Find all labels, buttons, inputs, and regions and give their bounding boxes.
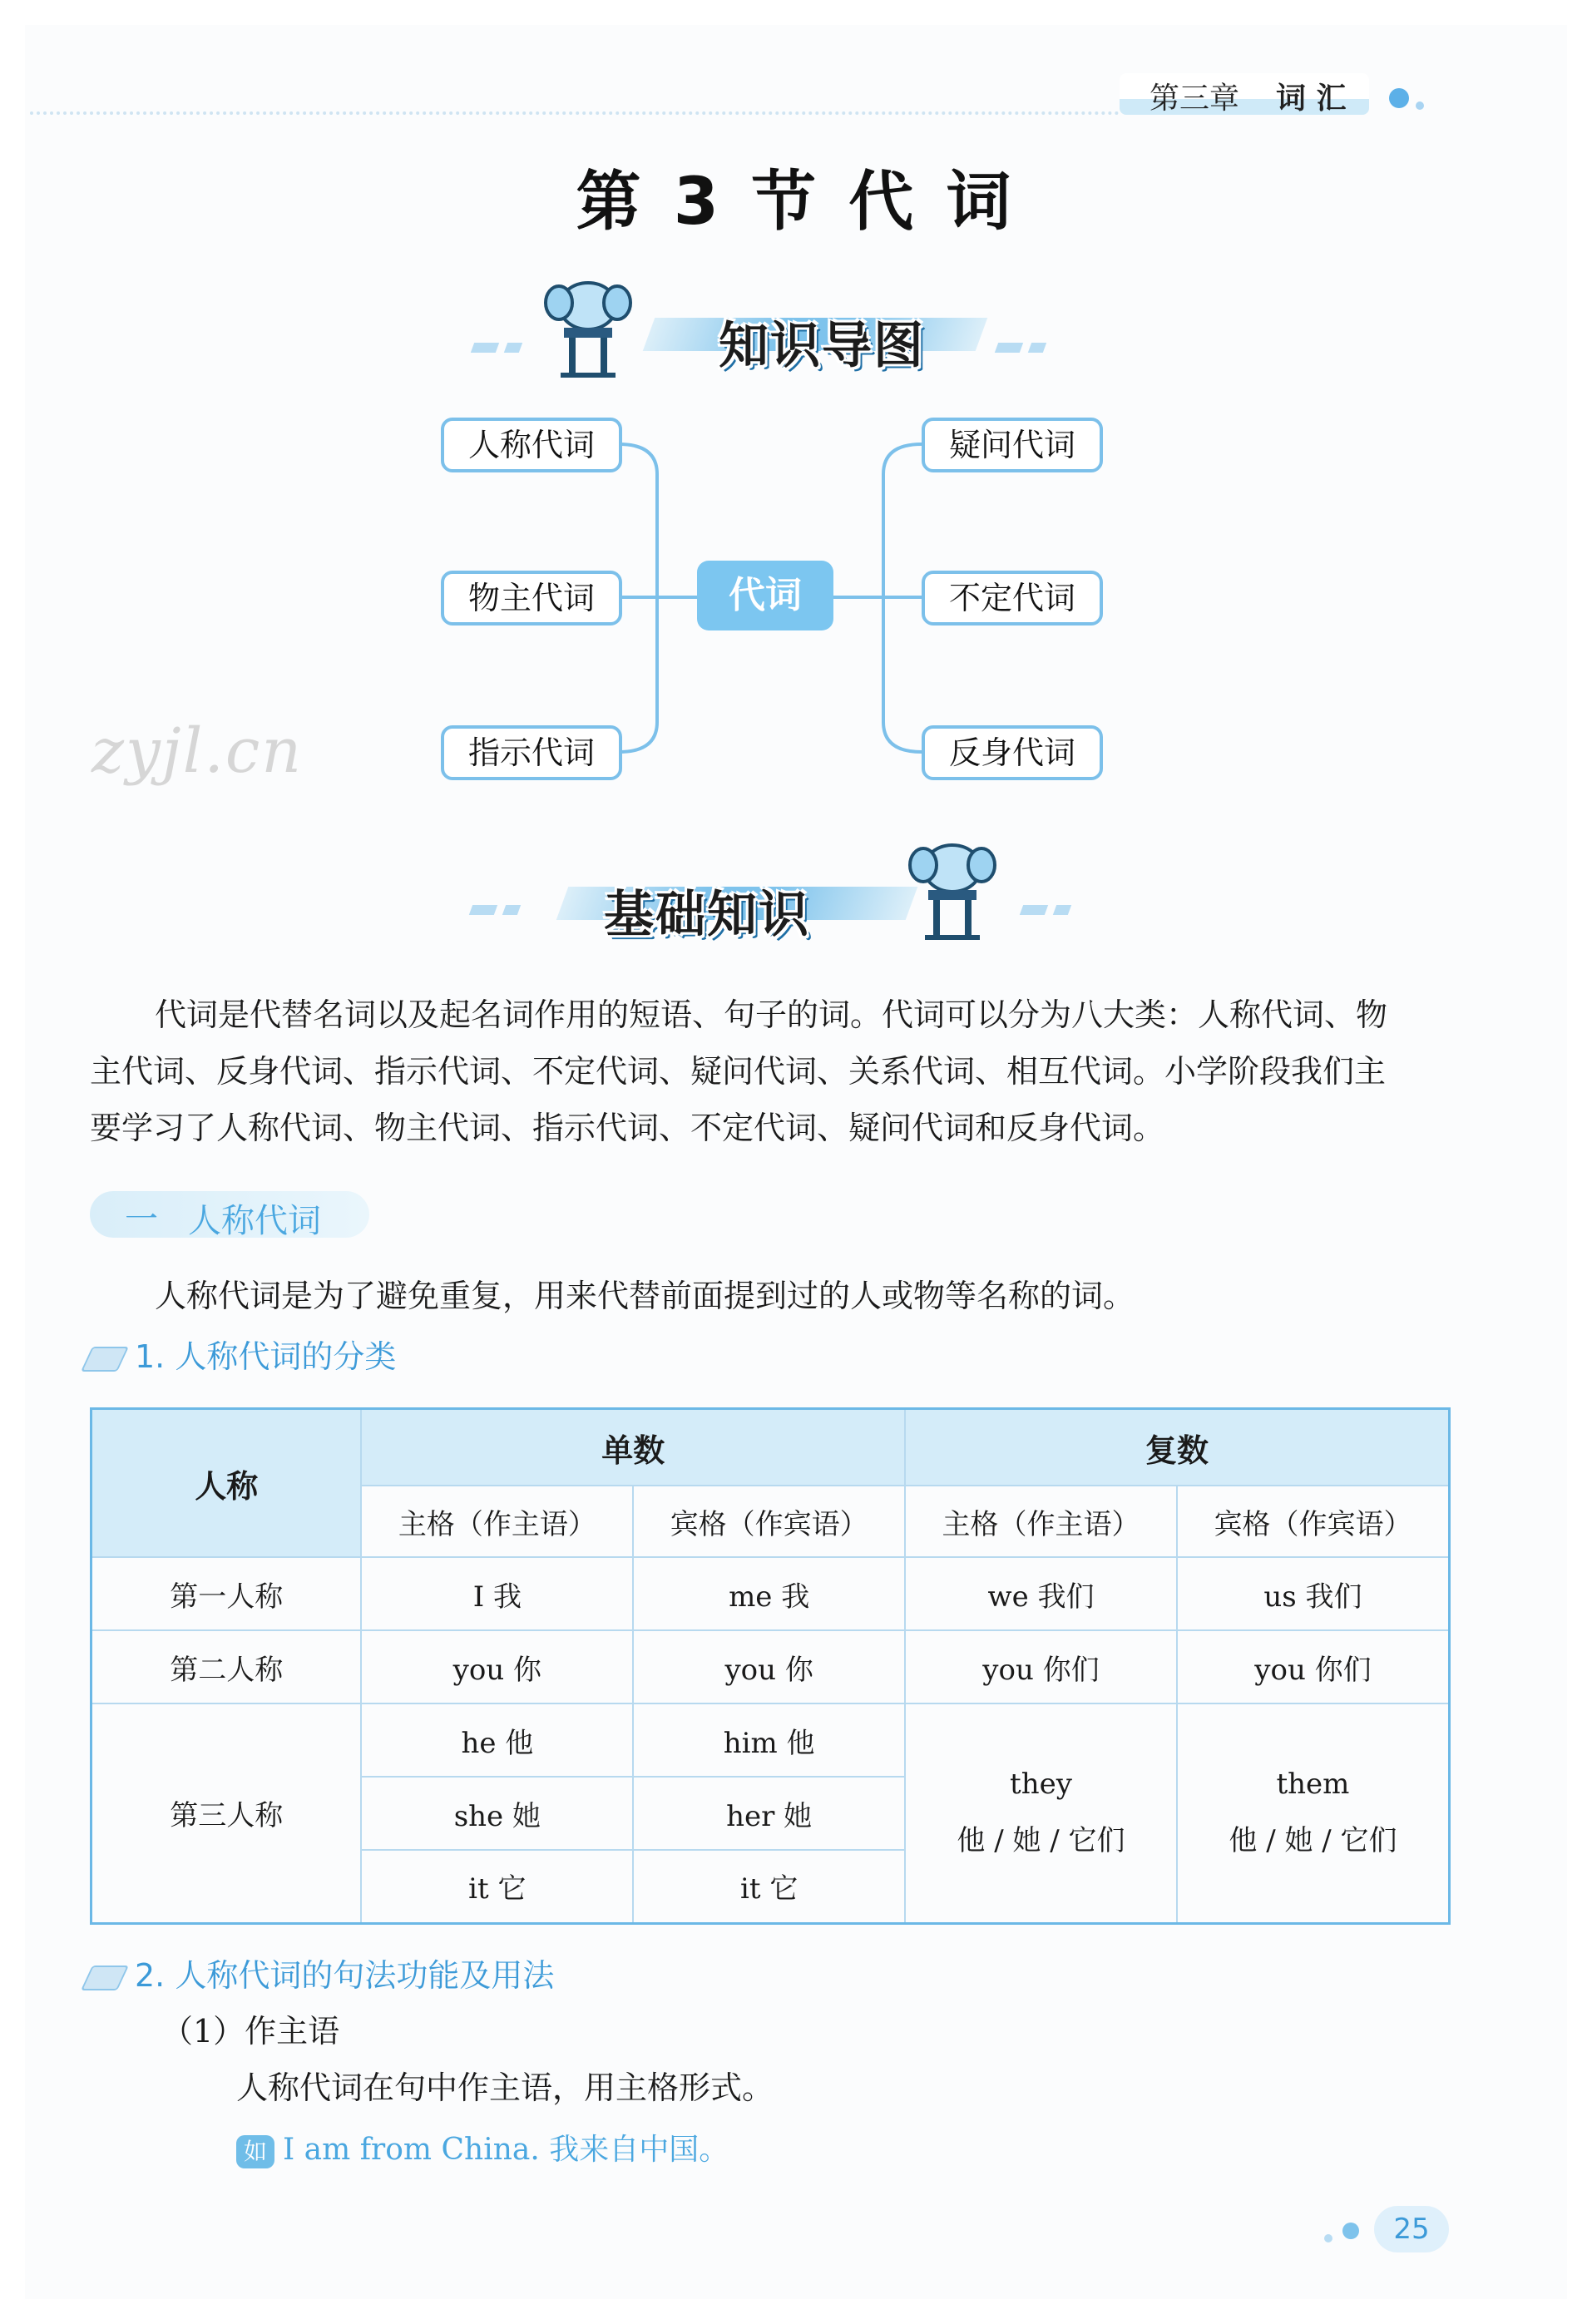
elephant-mascot-icon xyxy=(907,837,998,945)
mindmap-node-left-2: 物主代词 xyxy=(441,571,622,626)
mindmap-node-right-1: 疑问代词 xyxy=(922,418,1103,472)
table-header-subj: 主格（作主语） xyxy=(361,1486,633,1557)
book-icon xyxy=(81,1347,129,1372)
subheading-1 xyxy=(87,1331,396,1377)
intro-line: 代词是代替名词以及起名词作用的短语、句子的词。代词可以分为八大类：人称代词、物 xyxy=(155,996,1388,1033)
item-1-label: （1）作主语 xyxy=(161,2013,340,2050)
row-label: 第一人称 xyxy=(91,1557,362,1630)
mindmap-node-right-3: 反身代词 xyxy=(922,725,1103,780)
cell: I 我 xyxy=(361,1557,633,1630)
cell: it 它 xyxy=(633,1850,905,1923)
table-header-person: 人称 xyxy=(91,1409,362,1558)
row-label: 第三人称 xyxy=(91,1703,362,1923)
mindmap-node-left-1: 人称代词 xyxy=(441,418,622,472)
cell xyxy=(1177,1703,1450,1923)
row-label: 第二人称 xyxy=(91,1630,362,1703)
cell: he 他 xyxy=(361,1703,633,1777)
cell-en: they xyxy=(1010,1768,1072,1802)
intro-line: 主代词、反身代词、指示代词、不定代词、疑问代词、关系代词、相互代词。小学阶段我们主 xyxy=(90,1053,1387,1090)
mindmap-node-left-3: 指示代词 xyxy=(441,725,622,780)
mindmap-node-right-2: 不定代词 xyxy=(922,571,1103,626)
decor-dot xyxy=(1342,2223,1359,2239)
decor-dot xyxy=(1324,2234,1332,2242)
cell-zh: 他 / 她 / 它们 xyxy=(957,1824,1125,1858)
cell: you 你 xyxy=(361,1630,633,1703)
table-header-singular: 单数 xyxy=(361,1409,905,1486)
intro-paragraph xyxy=(90,986,1471,1156)
chapter-label: 第三章 xyxy=(1150,82,1240,116)
mindmap-center-node: 代词 xyxy=(697,561,833,630)
cell: it 它 xyxy=(361,1850,633,1923)
table-header-subj: 主格（作主语） xyxy=(905,1486,1177,1557)
table-row xyxy=(91,1557,1450,1630)
subheading-2 xyxy=(87,1950,554,1995)
cell: you 你 xyxy=(633,1630,905,1703)
cell: me 我 xyxy=(633,1557,905,1630)
example-badge: 如 xyxy=(236,2135,274,2168)
book-icon xyxy=(81,1966,129,1990)
section-number: 一 xyxy=(125,1200,158,1239)
subheading-1-text: 1. 人称代词的分类 xyxy=(135,1338,397,1375)
chapter-title: 词 汇 xyxy=(1276,82,1347,116)
basics-banner xyxy=(562,875,912,944)
cell: you 你们 xyxy=(905,1630,1177,1703)
cell: us 我们 xyxy=(1177,1557,1450,1630)
page-title: 第 3 节 代 词 xyxy=(576,165,1016,240)
table-header-obj: 宾格（作宾语） xyxy=(1177,1486,1450,1557)
table-row xyxy=(91,1703,1450,1777)
cell: she 她 xyxy=(361,1777,633,1850)
intro-line: 要学习了人称代词、物主代词、指示代词、不定代词、疑问代词和反身代词。 xyxy=(90,1110,1165,1146)
banner-dash xyxy=(469,905,497,915)
cell: her 她 xyxy=(633,1777,905,1850)
cell-zh: 他 / 她 / 它们 xyxy=(1229,1824,1397,1858)
mindmap-connectors xyxy=(0,0,1592,832)
basics-banner-label: 基础知识 xyxy=(604,886,810,944)
section-title: 人称代词 xyxy=(188,1202,321,1240)
cell: him 他 xyxy=(633,1703,905,1777)
definition-text: 人称代词是为了避免重复，用来代替前面提到过的人或物等名称的词。 xyxy=(155,1278,1135,1314)
pronoun-table xyxy=(90,1407,1451,1925)
watermark: zyjl.cn xyxy=(91,715,304,787)
mindmap-banner-label: 知识导图 xyxy=(719,317,925,375)
table-header-obj: 宾格（作宾语） xyxy=(633,1486,905,1557)
section-heading xyxy=(90,1191,369,1238)
page-number: 25 xyxy=(1393,2213,1430,2246)
table-header-plural: 复数 xyxy=(905,1409,1449,1486)
example-text: I am from China. 我来自中国。 xyxy=(283,2133,729,2167)
banner-dash xyxy=(1020,905,1048,915)
item-1 xyxy=(161,2003,1542,2059)
cell-en: them xyxy=(1276,1768,1350,1802)
cell: you 你们 xyxy=(1177,1630,1450,1703)
cell: we 我们 xyxy=(905,1557,1177,1630)
item-1-desc-text: 人称代词在句中作主语，用主格形式。 xyxy=(236,2069,774,2106)
item-1-description xyxy=(236,2059,1592,2116)
subheading-2-text: 2. 人称代词的句法功能及用法 xyxy=(135,1957,555,1994)
cell xyxy=(905,1703,1177,1923)
example-sentence xyxy=(236,2126,729,2168)
definition-paragraph xyxy=(90,1268,1471,1324)
table-row xyxy=(91,1630,1450,1703)
